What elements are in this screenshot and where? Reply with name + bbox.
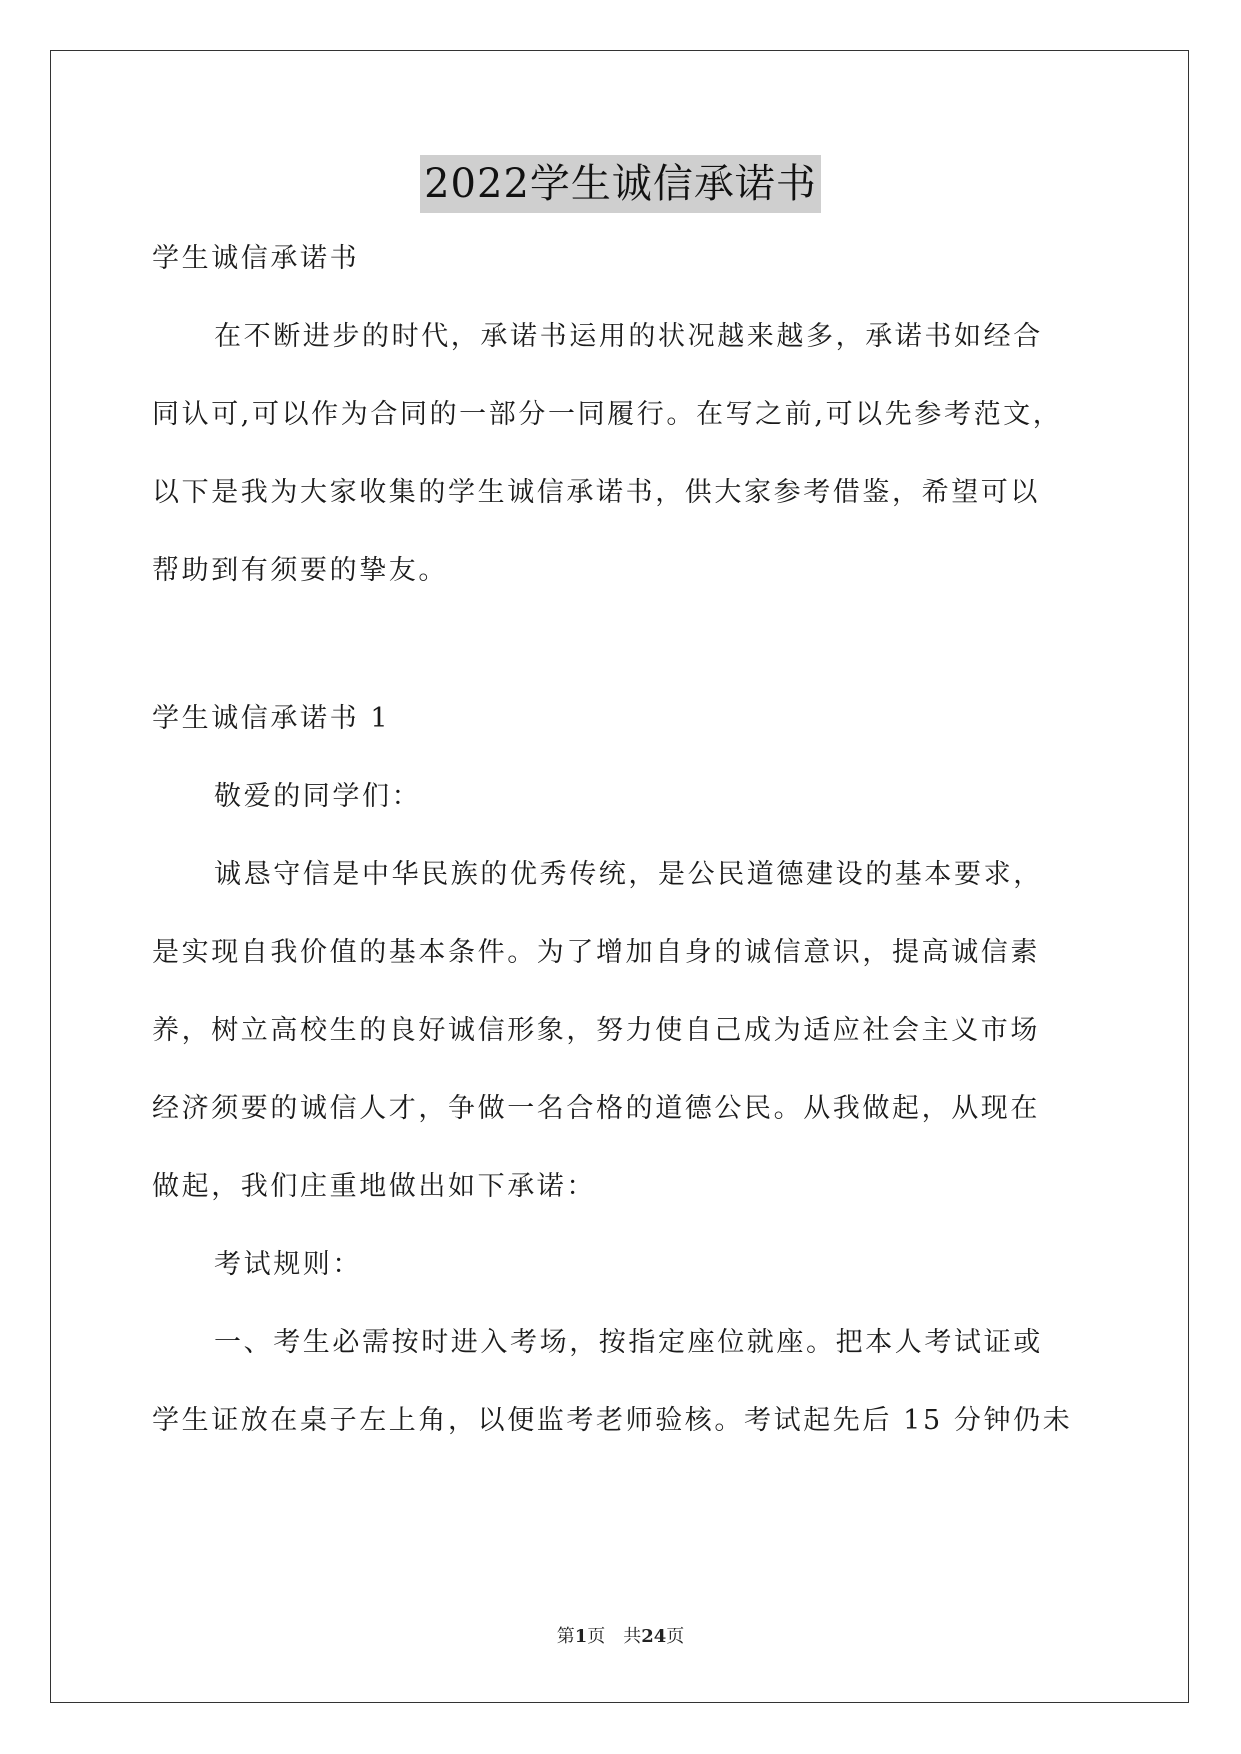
intro-line: 帮助到有须要的挚友。	[152, 555, 448, 586]
greeting: 敬爱的同学们：	[214, 781, 422, 812]
title-container	[0, 155, 1241, 213]
total-prefix: 共	[623, 1626, 642, 1647]
page-suffix: 页	[587, 1626, 606, 1647]
paragraph-line: 做起，我们庄重地做出如下承诺：	[152, 1171, 596, 1202]
rules-heading: 考试规则：	[214, 1249, 362, 1280]
paragraph-line: 是实现自我价值的基本条件。为了增加自身的诚信意识，提高诚信素	[152, 937, 1040, 968]
document-title: 2022学生诚信承诺书	[420, 155, 821, 213]
paragraph-line: 经济须要的诚信人才，争做一名合格的道德公民。从我做起，从现在	[152, 1093, 1040, 1124]
rule-line: 学生证放在桌子左上角，以便监考老师验核。考试起先后 15 分钟仍未	[152, 1405, 1073, 1436]
intro-line: 同认可,可以作为合同的一部分一同履行。在写之前,可以先参考范文，	[152, 399, 1063, 430]
rule-line: 一、考生必需按时进入考场，按指定座位就座。把本人考试证或	[214, 1327, 1043, 1358]
document-subtitle: 学生诚信承诺书	[152, 243, 360, 274]
total-suffix: 页	[666, 1626, 685, 1647]
section-spacer	[152, 630, 1090, 700]
document-body	[152, 240, 1090, 1480]
page-number: 1	[574, 1626, 588, 1647]
total-pages: 24	[641, 1626, 667, 1647]
page-footer	[0, 1622, 1241, 1648]
paragraph-line: 养，树立高校生的良好诚信形象，努力使自己成为适应社会主义市场	[152, 1015, 1040, 1046]
intro-line: 在不断进步的时代，承诺书运用的状况越来越多，承诺书如经合	[214, 321, 1043, 352]
intro-line: 以下是我为大家收集的学生诚信承诺书，供大家参考借鉴，希望可以	[152, 477, 1040, 508]
page-prefix: 第	[556, 1626, 575, 1647]
section-heading: 学生诚信承诺书 1	[152, 703, 391, 734]
paragraph-line: 诚恳守信是中华民族的优秀传统，是公民道德建设的基本要求，	[214, 859, 1043, 890]
